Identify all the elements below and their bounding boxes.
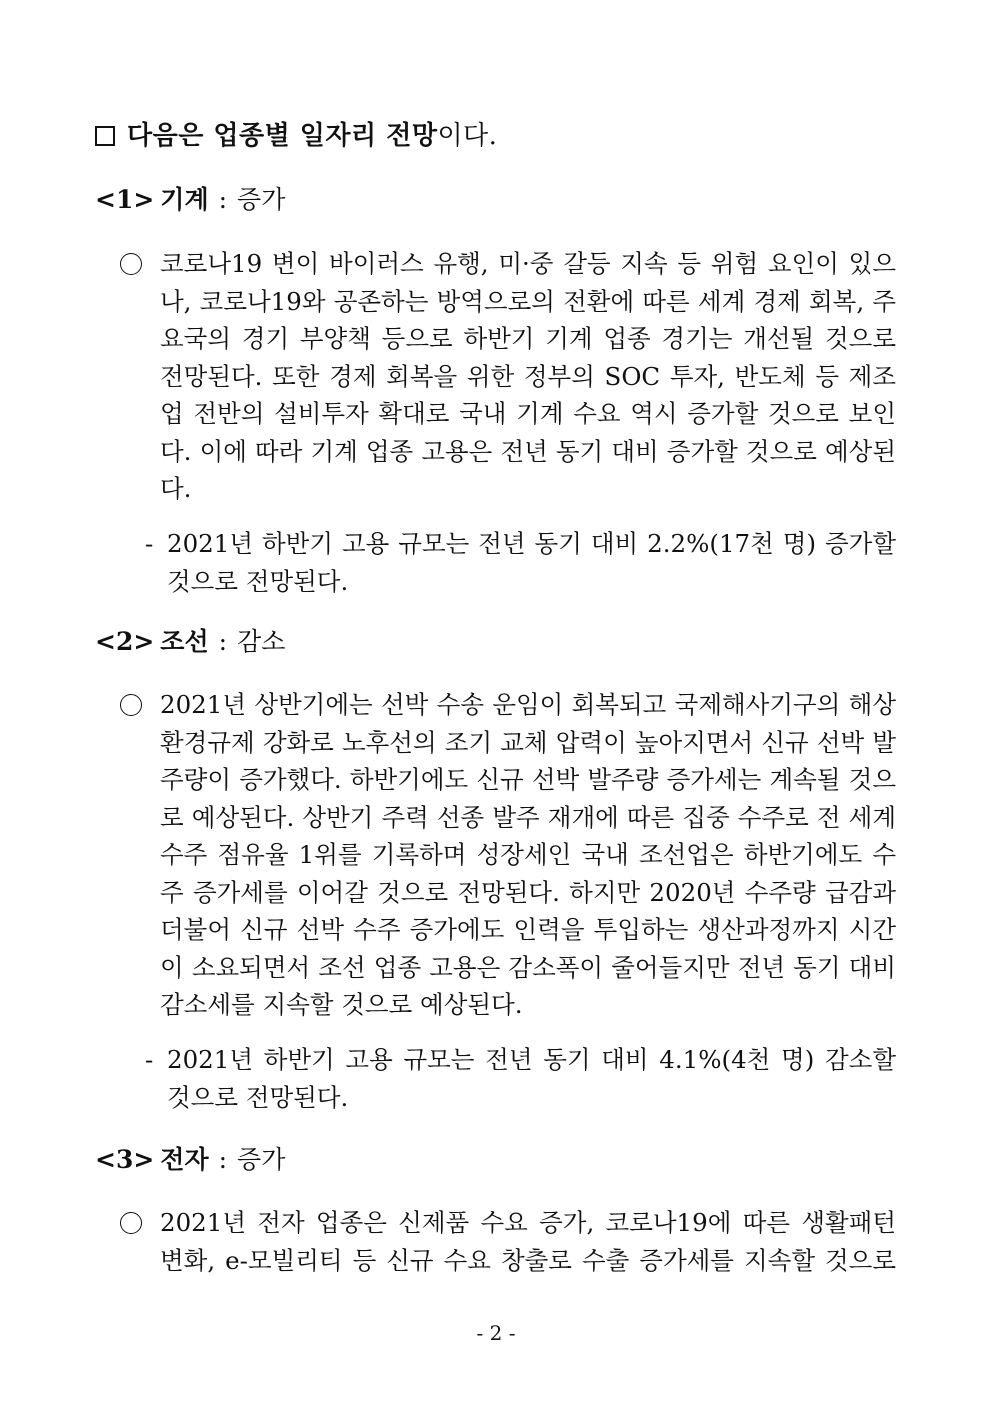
section-colon: : [218,185,228,214]
bullet-paragraph [120,1204,896,1279]
section-trend: 증가 [237,1145,286,1174]
circle-bullet-icon [120,253,142,275]
section-number: <1> [95,185,155,214]
section-number: <2> [95,627,155,656]
section-heading [95,118,497,154]
section-trend: 감소 [237,627,286,656]
circle-bullet-icon [120,1212,142,1234]
checkbox-square-icon [95,126,115,146]
section-title-shipbuilding [95,624,285,660]
bullet-text: 코로나19 변이 바이러스 유행, 미·중 갈등 지속 등 위험 요인이 있으나, 코로나19와 공존하는 방역으로의 전환에 따른 세계 경제 회복, 주요국의 경기 부양책 등으로 하반기 기계 업종 경기는 개선될 것으로 전망된다. 또한 경제 회복을 위한 정부의 SOC 투자, 반도체 등 제조업 전반의 설비투자 확대로 국내 기계 수요 역시 증가할 것으로 보인다. 이에 따라 기계 업종 고용은 전년 동기 대비 증가할 것으로 예상된다. [160,249,896,503]
section-name: 기계 [160,185,209,214]
page-number: - 2 - [476,1321,516,1345]
dash-paragraph [145,525,896,600]
heading-tail-text: 이다. [437,121,498,151]
heading-bold-text: 다음은 업종별 일자리 전망 [127,121,438,151]
dash-mark: - [145,1045,154,1074]
dash-text: 2021년 하반기 고용 규모는 전년 동기 대비 2.2%(17천 명) 증가할 것으로 전망된다. [167,529,896,596]
bullet-text: 2021년 상반기에는 선박 수송 운임이 회복되고 국제해사기구의 해상환경규제 강화로 노후선의 조기 교체 압력이 높아지면서 신규 선박 발주량이 증가했다. 하반기에도 신규 선박 발주량 증가세는 계속될 것으로 예상된다. 상반기 주력 선종 발주 재개에 따른 집중 수주로 전 세계 수주 점유율 1위를 기록하며 성장세인 국내 조선업은 하반기에도 수주 증가세를 이어갈 것으로 전망된다. 하지만 2020년 수주량 급감과 더불어 신규 선박 수주 증가에도 인력을 투입하는 생산과정까지 시간이 소요되면서 조선 업종 고용은 감소폭이 줄어들지만 전년 동기 대비 감소세를 지속할 것으로 예상된다. [160,690,896,1019]
circle-bullet-icon [120,694,142,716]
dash-mark: - [145,529,154,558]
bullet-paragraph [120,245,896,508]
section-number: <3> [95,1145,155,1174]
section-trend: 증가 [237,185,286,214]
bullet-text: 2021년 전자 업종은 신제품 수요 증가, 코로나19에 따른 생활패턴 변화, e-모빌리티 등 신규 수요 창출로 수출 증가세를 지속할 것으로 [160,1208,896,1275]
section-colon: : [218,627,228,656]
section-name: 조선 [160,627,209,656]
section-name: 전자 [160,1145,209,1174]
section-title-machinery [95,182,285,218]
dash-paragraph [145,1041,896,1116]
section-colon: : [218,1145,228,1174]
section-title-electronics [95,1142,285,1178]
bullet-paragraph [120,686,896,1024]
dash-text: 2021년 하반기 고용 규모는 전년 동기 대비 4.1%(4천 명) 감소할 것으로 전망된다. [167,1045,896,1112]
